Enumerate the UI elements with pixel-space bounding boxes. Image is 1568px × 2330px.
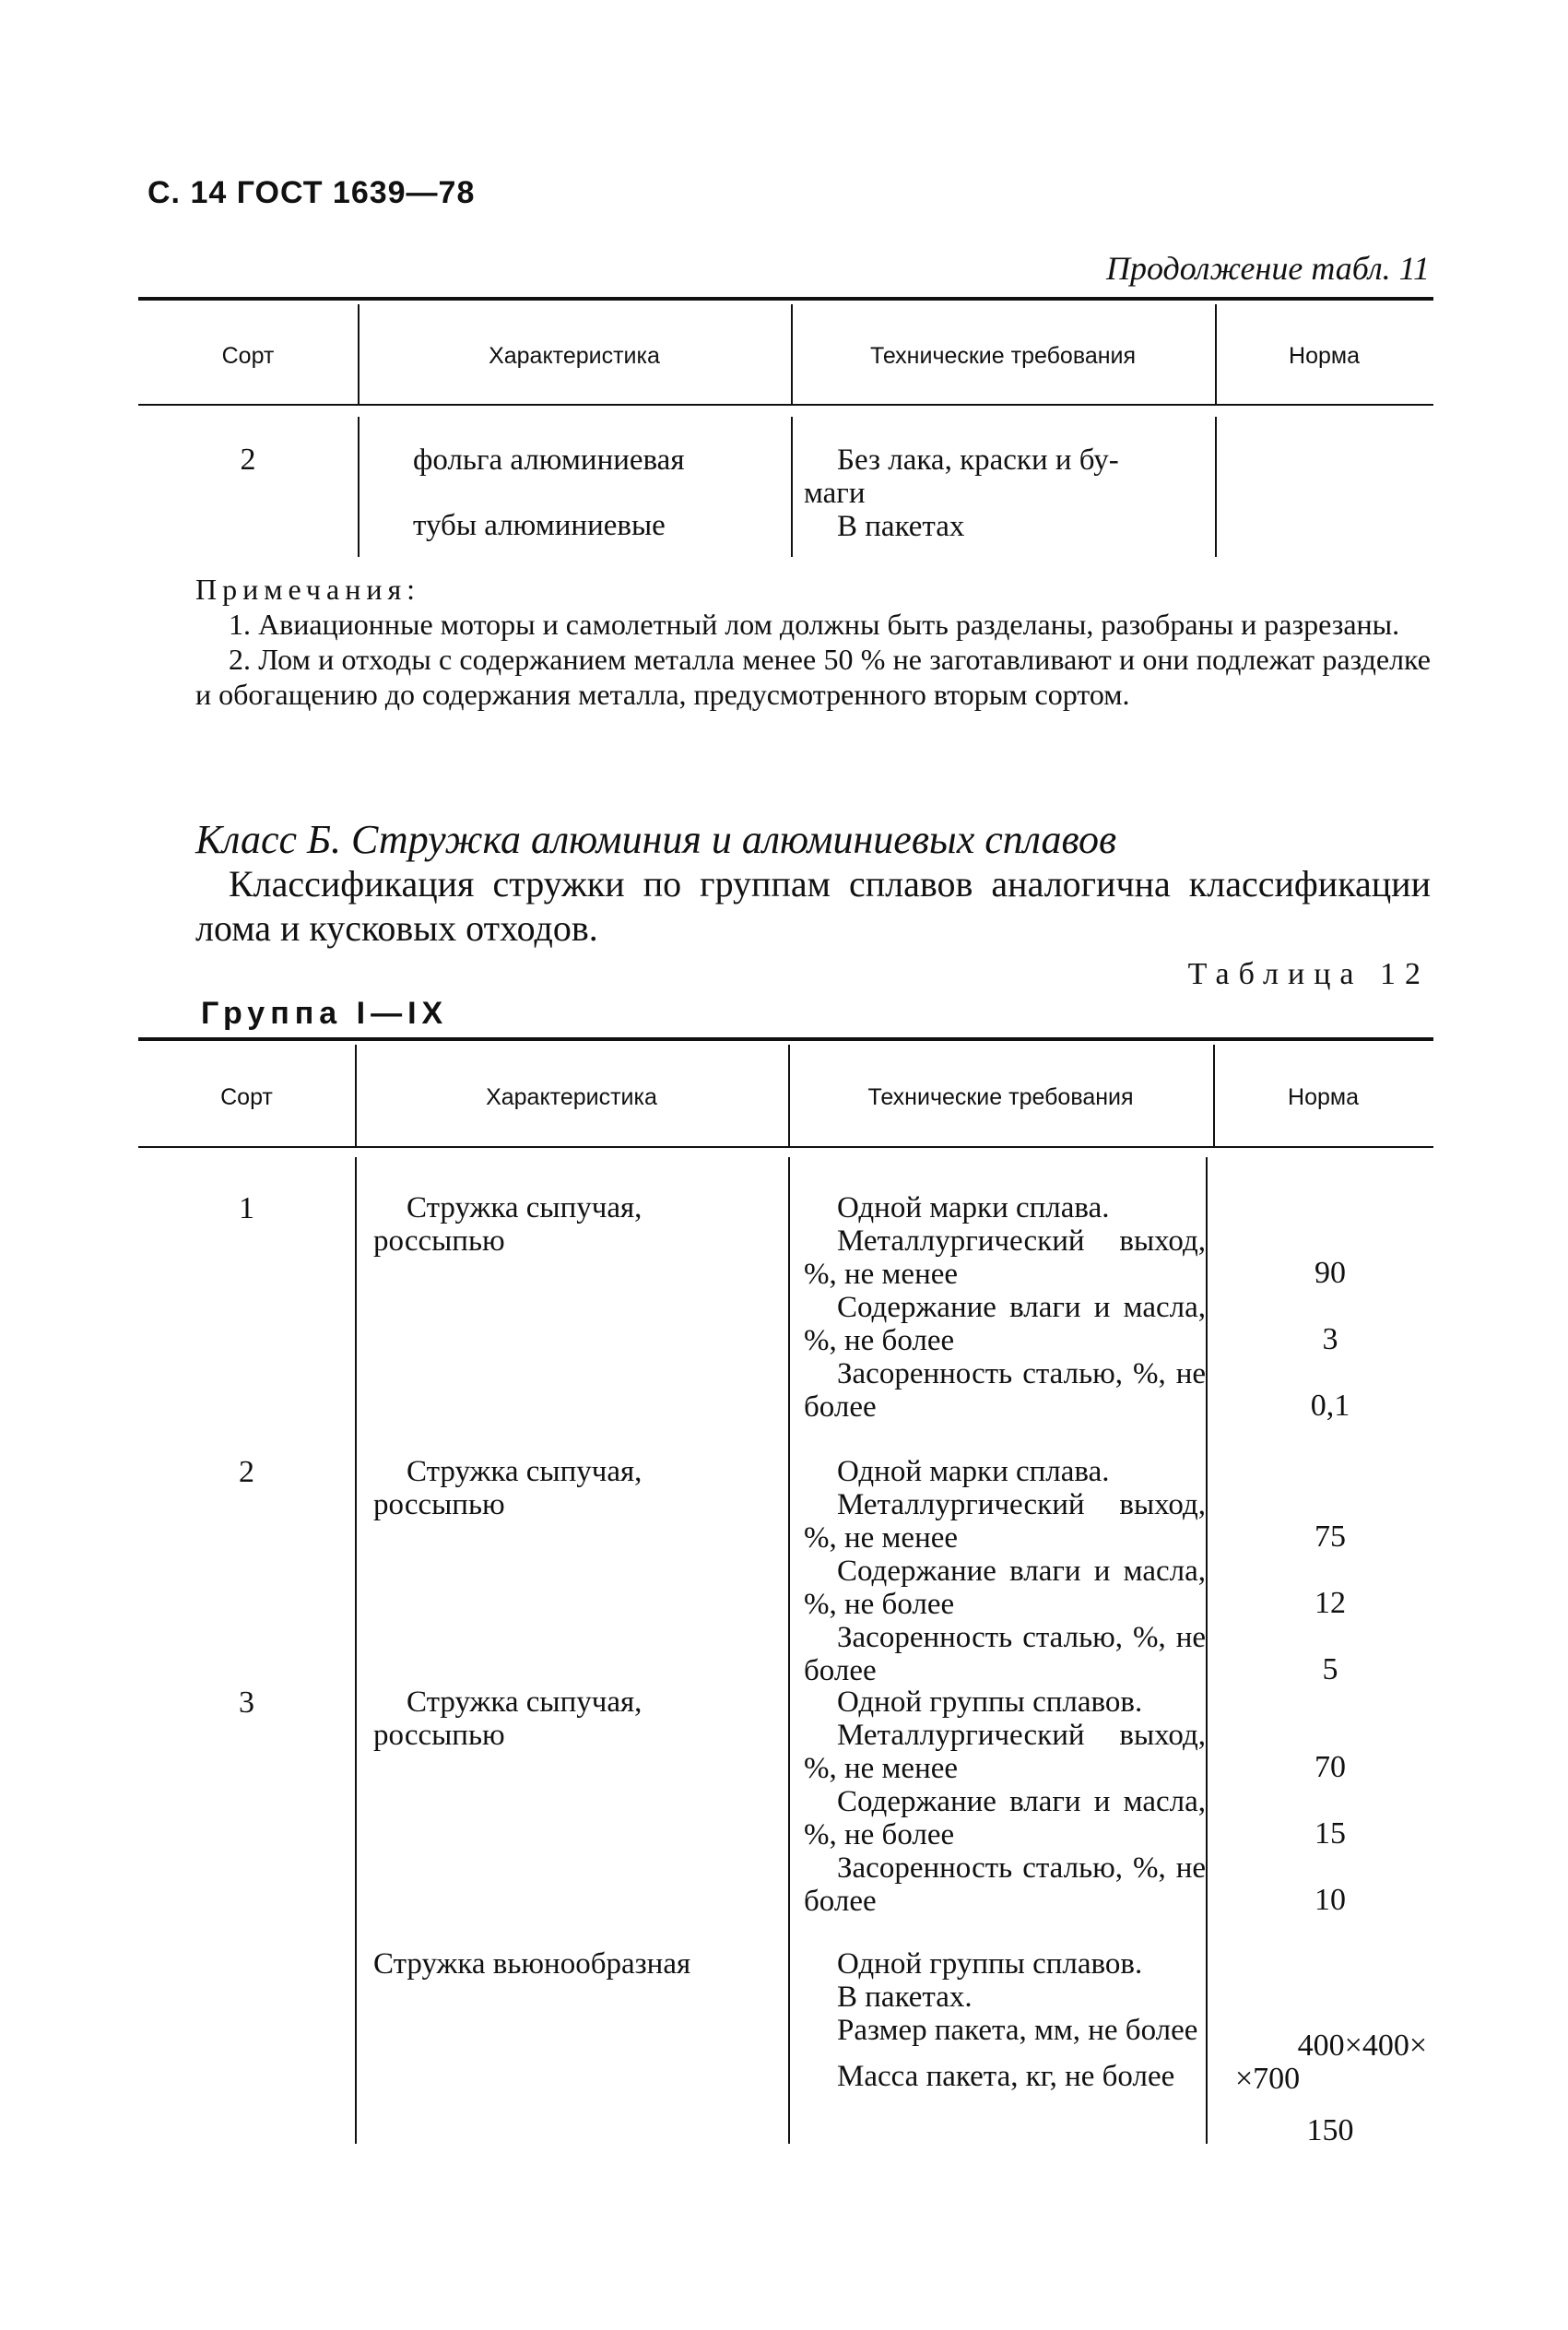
- column-divider: [358, 417, 360, 557]
- cell-norm: 0,1: [1310, 1389, 1350, 1423]
- requirement-line: Металлургический выход, %, не менее: [804, 1719, 1206, 1785]
- cell-norm: 3: [1322, 1322, 1338, 1356]
- cell-norm: 75: [1315, 1520, 1346, 1554]
- table-continuation-label: Продолжение табл. 11: [1105, 250, 1430, 287]
- cell-sort: 2: [240, 443, 256, 477]
- cell-norm: 5: [1322, 1652, 1338, 1686]
- column-header-sort: Сорт: [221, 343, 275, 369]
- column-divider: [355, 1157, 357, 2144]
- notes-title: Примечания:: [195, 573, 421, 606]
- table-top-rule: [138, 297, 1433, 301]
- table-12-label: Таблица 12: [1187, 957, 1430, 991]
- column-divider: [791, 417, 793, 557]
- cell-requirement: [804, 1947, 1206, 2093]
- column-divider: [1206, 1157, 1208, 2144]
- requirement-line: Одной марки сплава.: [837, 1455, 1110, 1488]
- table-top-rule: [138, 1037, 1433, 1041]
- cell-norm: ×700: [1235, 2062, 1301, 2096]
- page-reference: С. 14 ГОСТ 1639—78: [147, 175, 476, 210]
- cell-characteristic: фольга алюминиевая: [413, 444, 685, 477]
- requirement-line: Засоренность сталью, %, не более: [804, 1851, 1206, 1918]
- column-header-norm: Норма: [1288, 1084, 1359, 1110]
- cell-characteristic: Стружка сыпучая, россыпью: [373, 1455, 643, 1521]
- requirement-line: Одной марки сплава.: [837, 1191, 1110, 1224]
- cell-sort: 2: [239, 1455, 254, 1489]
- requirement-line: Засоренность сталью, %, не более: [804, 1357, 1206, 1424]
- section-title: Класс Б. Стружка алюминия и алюминиевых сплавов: [195, 817, 1117, 862]
- cell-norm: 150: [1306, 2113, 1354, 2147]
- column-header-requirements: Технические требования: [867, 1084, 1134, 1110]
- cell-characteristic: Стружка сыпучая, россыпью: [373, 1191, 643, 1258]
- cell-norm: 90: [1315, 1256, 1346, 1290]
- cell-sort: 3: [239, 1685, 254, 1720]
- cell-requirement: [804, 1455, 1206, 1687]
- requirement-line: Засоренность сталью, %, не более: [804, 1621, 1206, 1687]
- requirement-line: Масса пакета, кг, не более: [837, 2060, 1175, 2093]
- requirement-line: Металлургический выход, %, не менее: [804, 1488, 1206, 1555]
- note-2: 2. Лом и отходы с содержанием металла менее 50 % не заготавливают и они подлежат разделке и обогащению до содержания металла, предусмотренного вторым сортом.: [195, 643, 1431, 711]
- requirement-line: В пакетах.: [837, 1981, 973, 2014]
- cell-requirement: [804, 1191, 1206, 1424]
- requirement-line: Одной группы сплавов.: [837, 1947, 1143, 1981]
- requirement-line: Содержание влаги и масла, %, не более: [804, 1555, 1206, 1621]
- column-divider: [1215, 417, 1217, 557]
- cell-norm: 12: [1315, 1586, 1346, 1620]
- header-bottom-rule: [138, 1146, 1433, 1148]
- requirement-line: Содержание влаги и масла, %, не более: [804, 1785, 1206, 1851]
- requirement-line: маги: [804, 477, 866, 510]
- cell-characteristic: тубы алюминиевые: [413, 509, 666, 542]
- column-header-characteristic: Характеристика: [489, 343, 660, 369]
- cell-norm: 10: [1315, 1883, 1346, 1917]
- requirement-line: Одной группы сплавов.: [837, 1685, 1143, 1719]
- group-label: Группа I—IX: [201, 996, 449, 1031]
- cell-norm: 400×400×: [1297, 2028, 1427, 2063]
- cell-requirement: [804, 1685, 1206, 1918]
- cell-characteristic: Стружка вьюнообразная: [373, 1947, 691, 1981]
- section-text: Классификация стружки по группам сплавов аналогична классификации лома и кусковых отходов.: [195, 863, 1431, 949]
- note-1: 1. Авиационные моторы и самолетный лом должны быть разделаны, разобраны и разрезаны.: [229, 608, 1400, 641]
- requirement-line: Без лака, краски и бу-: [837, 444, 1119, 477]
- column-header-sort: Сорт: [220, 1084, 273, 1110]
- requirement-line: Содержание влаги и масла, %, не более: [804, 1291, 1206, 1357]
- column-divider: [788, 1157, 790, 2144]
- cell-norm: 15: [1315, 1816, 1346, 1851]
- column-header-characteristic: Характеристика: [486, 1084, 657, 1110]
- notes-block: [195, 572, 1431, 712]
- cell-sort: 1: [239, 1191, 254, 1225]
- requirement-line: Размер пакета, мм, не более: [837, 2014, 1198, 2047]
- column-header-requirements: Технические требования: [869, 343, 1137, 369]
- requirement-line: В пакетах: [837, 510, 965, 543]
- header-bottom-rule: [138, 404, 1433, 406]
- cell-requirement: [804, 444, 1206, 543]
- requirement-line: Металлургический выход, %, не менее: [804, 1224, 1206, 1291]
- cell-characteristic: Стружка сыпучая, россыпью: [373, 1685, 643, 1752]
- column-header-norm: Норма: [1289, 343, 1360, 369]
- cell-norm: 70: [1315, 1750, 1346, 1784]
